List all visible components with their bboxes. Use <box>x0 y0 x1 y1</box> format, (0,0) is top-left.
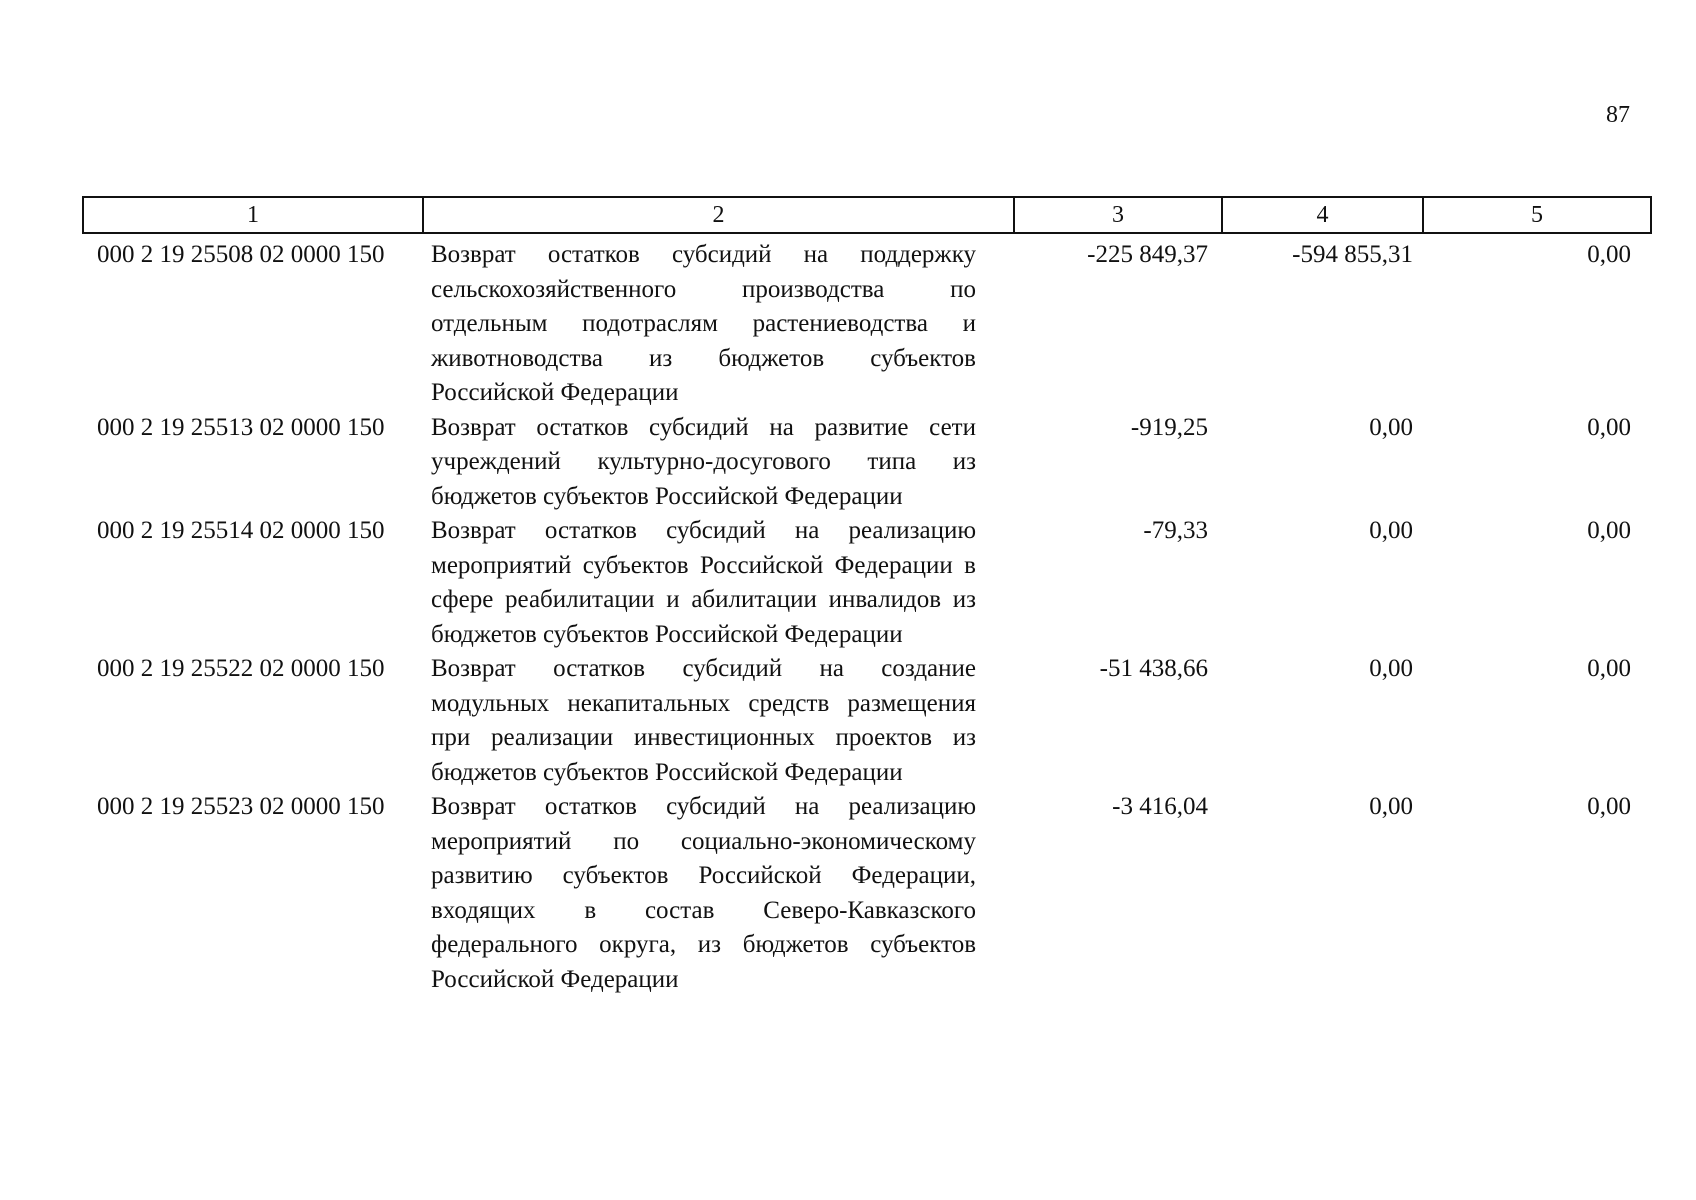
table-row <box>83 652 1651 790</box>
column-header-1: 1 <box>83 197 423 233</box>
column-header-2: 2 <box>423 197 1014 233</box>
budget-table <box>82 196 1652 997</box>
row-code: 000 2 19 25514 02 0000 150 <box>97 517 385 544</box>
header-row <box>83 197 1651 233</box>
column-header-4: 4 <box>1222 197 1423 233</box>
row-value-col3: -79,33 <box>1143 517 1208 544</box>
row-description: Возврат остатков субсидий на создание модульных некапитальных средств размещения при реализации инвестиционных проектов из бюджетов субъектов Российской Федерации <box>431 655 976 786</box>
row-code: 000 2 19 25508 02 0000 150 <box>97 241 385 268</box>
column-header-5: 5 <box>1423 197 1651 233</box>
row-value-col5: 0,00 <box>1587 413 1631 441</box>
row-value-col5: 0,00 <box>1587 517 1631 544</box>
table-header <box>83 197 1651 233</box>
row-description: Возврат остатков субсидий на развитие сети учреждений культурно-досугового типа из бюджетов субъектов Российской Федерации <box>431 413 976 510</box>
row-value-col4: 0,00 <box>1369 413 1413 441</box>
row-value-col4: 0,00 <box>1369 793 1413 820</box>
table-body <box>83 233 1651 997</box>
row-value-col4: -594 855,31 <box>1292 241 1413 268</box>
column-header-3: 3 <box>1014 197 1222 233</box>
row-code: 000 2 19 25513 02 0000 150 <box>97 413 385 441</box>
table-row <box>83 233 1651 411</box>
row-description: Возврат остатков субсидий на реализацию мероприятий субъектов Российской Федерации в сфере реабилитации и абилитации инвалидов из бюджетов субъектов Российской Федерации <box>431 517 976 648</box>
row-value-col3: -919,25 <box>1130 413 1208 441</box>
row-value-col3: -3 416,04 <box>1112 793 1208 820</box>
row-value-col3: -51 438,66 <box>1099 655 1208 682</box>
table-row <box>83 790 1651 997</box>
row-value-col5: 0,00 <box>1587 241 1631 268</box>
row-value-col5: 0,00 <box>1587 655 1631 682</box>
row-value-col5: 0,00 <box>1587 793 1631 820</box>
row-value-col4: 0,00 <box>1369 655 1413 682</box>
row-code: 000 2 19 25522 02 0000 150 <box>97 655 385 682</box>
table-row <box>83 514 1651 652</box>
row-value-col4: 0,00 <box>1369 517 1413 544</box>
row-value-col3: -225 849,37 <box>1087 241 1208 268</box>
page-number: 87 <box>1606 102 1630 128</box>
table-row <box>83 411 1651 515</box>
row-description: Возврат остатков субсидий на поддержку сельскохозяйственного производства по отдельным подотраслям растениеводства и животноводства из бюджетов субъектов Российской Федерации <box>431 241 976 406</box>
row-description: Возврат остатков субсидий на реализацию мероприятий по социально-экономическому развитию субъектов Российской Федерации, входящих в состав Северо-Кавказского федерального округа, из бюджетов субъектов Российской Федерации <box>431 793 976 993</box>
row-code: 000 2 19 25523 02 0000 150 <box>97 793 385 820</box>
